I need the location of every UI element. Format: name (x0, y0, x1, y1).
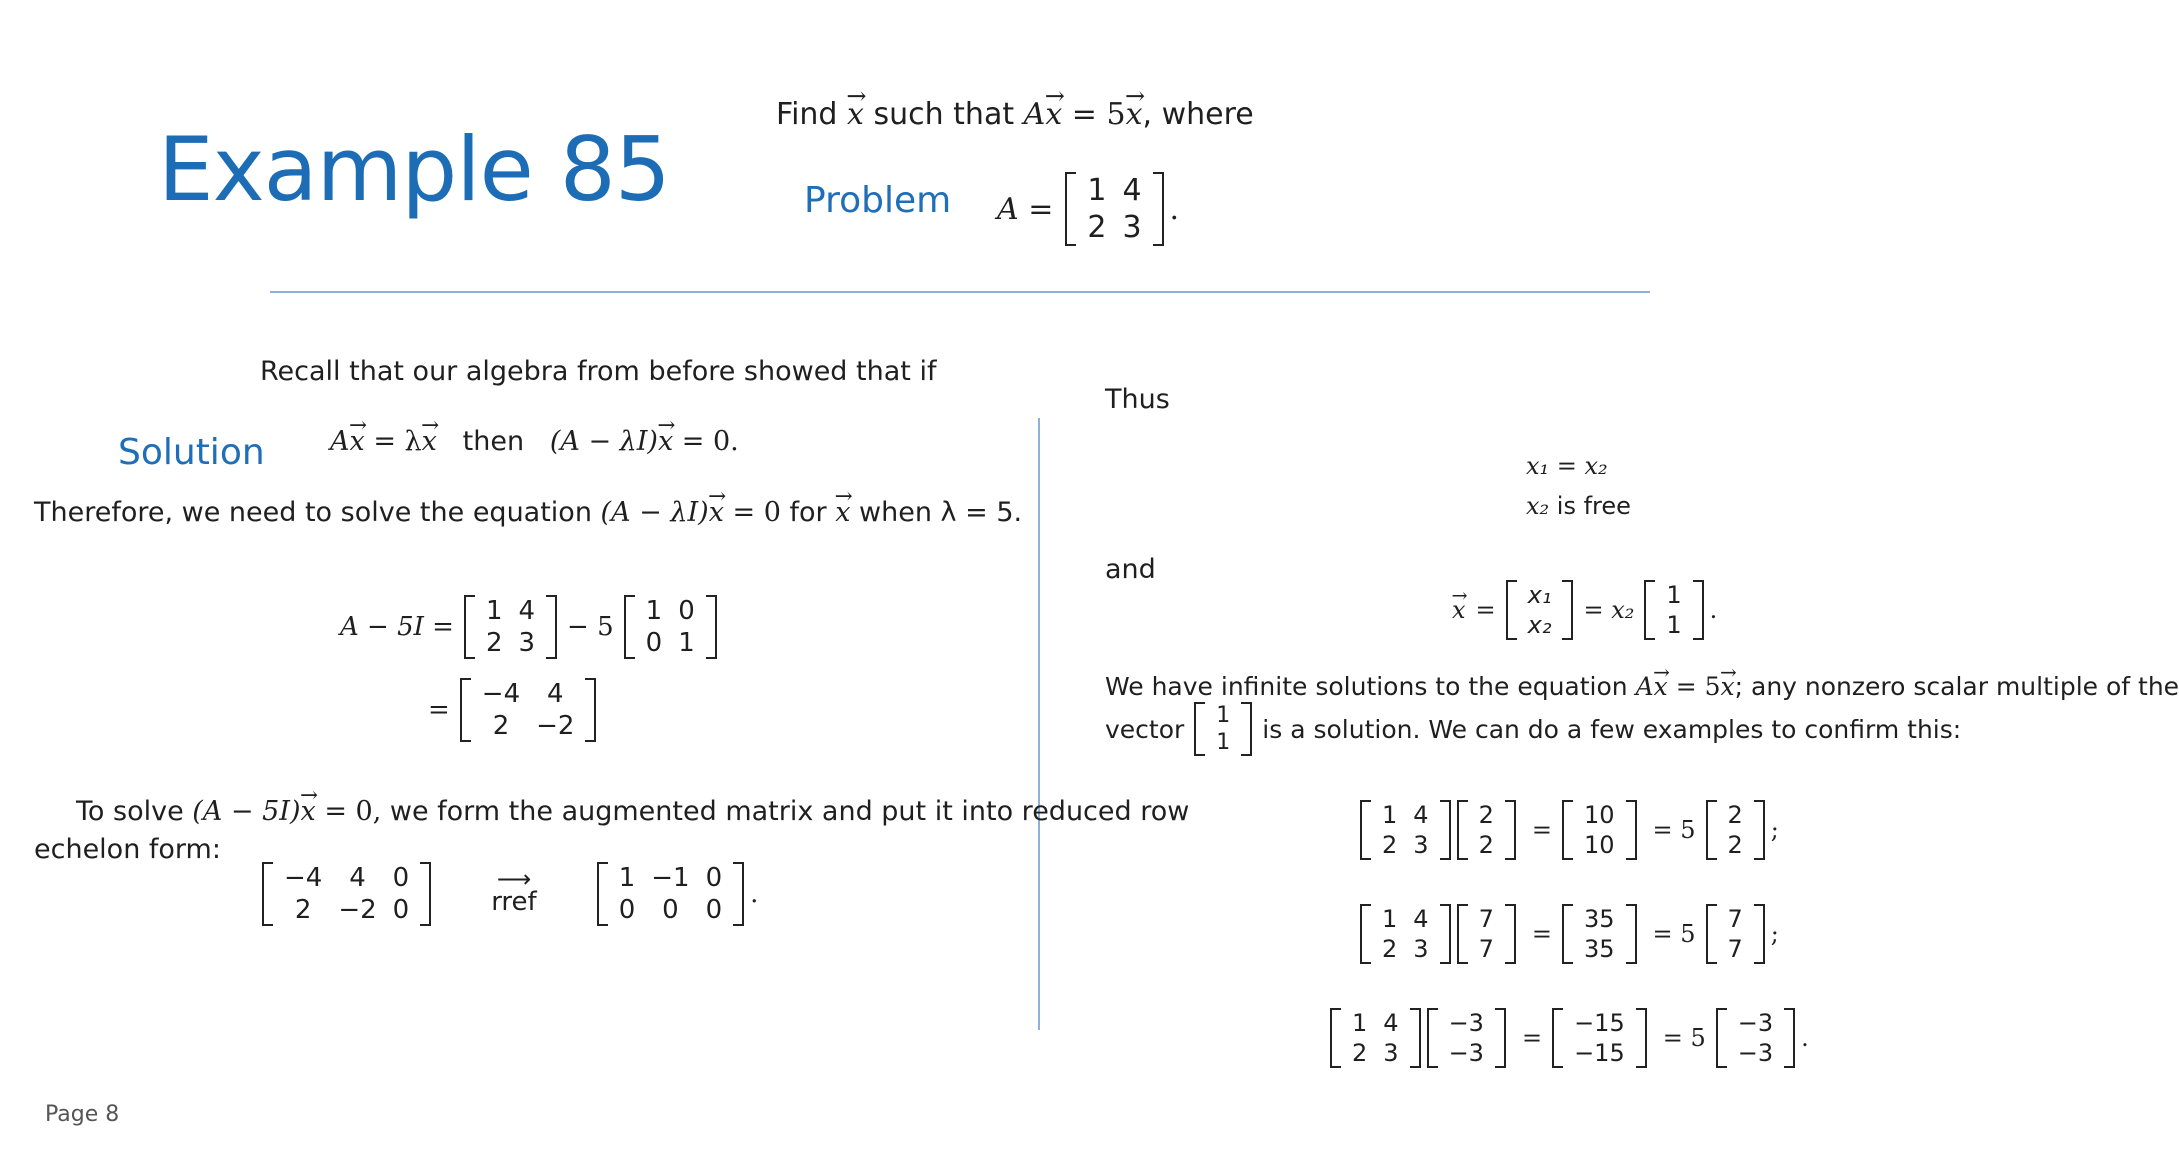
to-solve-text: To solve (A − 5I)→ x = 0, we form the augmented matrix and put it into reduced row (76, 796, 1189, 827)
matrix-a (1360, 904, 1451, 964)
matrix-cell: −2 (338, 895, 377, 925)
divider-vertical (1038, 418, 1040, 1030)
matrix-cell: 2 (485, 628, 503, 658)
vector-ones (1194, 702, 1252, 756)
matrix-cell: 4 (1383, 1009, 1399, 1037)
matrix-cell: 4 (547, 679, 564, 709)
product-vector (1562, 800, 1637, 860)
matrix-cell: x₁ (1527, 581, 1552, 609)
echelon-text: echelon form: (34, 834, 221, 865)
matrix-cell: 3 (518, 628, 536, 658)
matrix-cell: 1 (1352, 1009, 1368, 1037)
matrix-cell: 1 (1666, 611, 1682, 639)
matrix-cell: 0 (705, 863, 723, 893)
matrix-cell: −4 (284, 863, 323, 893)
matrix-cell: 0 (645, 628, 663, 658)
matrix-cell: −3 (1737, 1039, 1774, 1067)
matrix-cell: 1 (485, 596, 503, 626)
solution-label: Solution (118, 432, 265, 473)
matrix-cell: 2 (294, 895, 312, 925)
matrix-cell: 0 (392, 895, 410, 925)
matrix-cell: 1 (1382, 801, 1398, 829)
matrix-cell: 1 (645, 596, 663, 626)
matrix-a (1360, 800, 1451, 860)
matrix-cell: 1 (1666, 581, 1682, 609)
matrix-cell: 1 (1216, 703, 1231, 728)
x-vector-equation: → x = x₁ x₂ = x₂ 1 1 . (1452, 580, 1717, 640)
matrix-a (1330, 1008, 1421, 1068)
matrix-cell: 2 (1478, 801, 1494, 829)
x2-free: x₂ is free (1526, 492, 1631, 520)
matrix-cell: 2 (492, 711, 510, 741)
a-minus-5i-result: = −4 4 2 −2 (418, 678, 596, 742)
matrix-cell: 3 (1413, 935, 1429, 963)
recall-text: Recall that our algebra from before showed that if (260, 356, 937, 387)
matrix-cell: 7 (1478, 935, 1494, 963)
rref-arrow: ⟶ rref (491, 865, 537, 917)
product-vector (1562, 904, 1637, 964)
matrix-cell: 2 (1382, 935, 1398, 963)
matrix-cell: 1 (1087, 173, 1107, 208)
problem-matrix: A = 1 4 2 3 . (997, 173, 1180, 245)
divider-horizontal (270, 291, 1650, 293)
slide-title: Example 85 (158, 118, 670, 221)
matrix-cell: 4 (1413, 905, 1429, 933)
matrix-cell: −3 (1448, 1009, 1484, 1037)
matrix-cell: 0 (662, 895, 679, 925)
matrix-cell: −4 (481, 679, 521, 709)
example-row (1330, 1008, 1809, 1068)
matrix-cell: 4 (1413, 801, 1429, 829)
example-vector (1457, 904, 1516, 964)
matrix-cell: −15 (1574, 1009, 1625, 1037)
matrix-a (1065, 172, 1163, 246)
therefore-text: Therefore, we need to solve the equation (A − λI)→ x = 0 for → x when λ = 5. (34, 497, 1022, 528)
matrix-cell: −3 (1448, 1039, 1484, 1067)
matrix-cell: 7 (1727, 905, 1743, 933)
result-matrix (460, 678, 597, 742)
eigen-equation: A→ x = λ→ x then (A − λI)→ x = 0. (330, 426, 739, 457)
matrix-cell: 1 (1382, 905, 1398, 933)
matrix-cell: 1 (1216, 730, 1231, 755)
matrix-cell: 2 (1382, 831, 1398, 859)
thus-text: Thus (1105, 384, 1170, 415)
equals-sign: = 5 (1652, 920, 1696, 948)
a-minus-5i: A − 5I = 1 4 2 3 − 5 1 0 0 1 (340, 595, 717, 659)
matrix-a-left (464, 595, 557, 659)
matrix-cell: −15 (1574, 1039, 1625, 1067)
scaled-vector (1716, 1008, 1795, 1068)
matrix-cell: 1 (618, 863, 636, 893)
example-row (1360, 800, 1779, 860)
matrix-cell: −3 (1737, 1009, 1774, 1037)
matrix-cell: 0 (678, 596, 695, 626)
example-row (1360, 904, 1779, 964)
identity-matrix (624, 595, 717, 659)
equals-sign: = (1531, 816, 1552, 844)
matrix-cell: 2 (1478, 831, 1494, 859)
matrix-cell: 7 (1727, 935, 1743, 963)
problem-label: Problem (804, 180, 952, 221)
matrix-cell: 4 (349, 863, 366, 893)
matrix-cell: 2 (1087, 210, 1107, 245)
augmented-matrix (262, 862, 431, 926)
matrix-cell: 4 (518, 596, 536, 626)
punctuation: . (1801, 1024, 1809, 1052)
scaled-vector (1706, 904, 1765, 964)
equals-sign: = (1521, 1024, 1543, 1052)
matrix-cell: x₂ (1527, 611, 1552, 639)
matrix-cell: 10 (1583, 831, 1615, 859)
product-vector (1552, 1008, 1647, 1068)
equals-sign: = 5 (1662, 1024, 1706, 1052)
page-number: Page 8 (45, 1102, 120, 1127)
x1-equals-x2: x₁ = x₂ (1526, 452, 1608, 480)
example-vector (1427, 1008, 1506, 1068)
ones-vector (1644, 580, 1703, 640)
equals-sign: = 5 (1652, 816, 1696, 844)
infinite-solutions-text: We have infinite solutions to the equation A→ x = 5→ x; any nonzero scalar multiple of the (1105, 672, 2179, 701)
matrix-cell: 3 (1122, 210, 1142, 245)
punctuation: ; (1770, 816, 1779, 844)
matrix-cell: 1 (678, 628, 695, 658)
vector-line: vector 1 1 is a solution. We can do a few examples to confirm this: (1105, 703, 1962, 755)
problem-statement: Find → x such that A→ x = 5→ x, where (776, 97, 1254, 132)
matrix-cell: 3 (1413, 831, 1429, 859)
matrix-cell: 4 (1122, 173, 1142, 208)
equals-sign: = (1531, 920, 1552, 948)
augmented-row: −4 4 0 2 −2 0 ⟶ rref 1 −1 0 0 0 0 . (262, 862, 758, 926)
and-text: and (1105, 554, 1156, 585)
punctuation: ; (1770, 920, 1779, 948)
x-vector (1506, 580, 1574, 640)
matrix-cell: 3 (1383, 1039, 1399, 1067)
matrix-cell: 10 (1583, 801, 1615, 829)
example-vector (1457, 800, 1516, 860)
matrix-cell: 0 (618, 895, 636, 925)
rref-matrix (597, 862, 744, 926)
matrix-cell: 7 (1478, 905, 1494, 933)
matrix-cell: 0 (705, 895, 723, 925)
matrix-cell: 35 (1583, 935, 1615, 963)
matrix-cell: 2 (1727, 831, 1743, 859)
scaled-vector (1706, 800, 1765, 860)
matrix-cell: 0 (392, 863, 410, 893)
matrix-cell: −2 (536, 711, 575, 741)
matrix-cell: 2 (1727, 801, 1743, 829)
matrix-cell: 2 (1352, 1039, 1368, 1067)
matrix-cell: 35 (1583, 905, 1615, 933)
matrix-cell: −1 (651, 863, 690, 893)
